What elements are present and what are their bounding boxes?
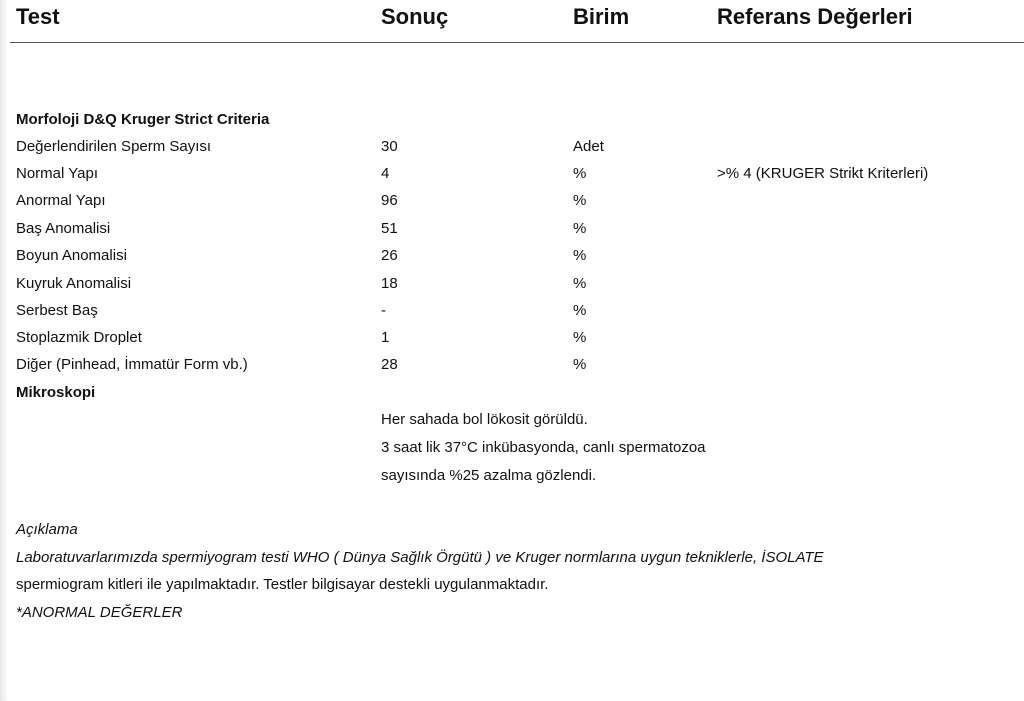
- row-result: 4: [381, 165, 390, 182]
- table-row: [0, 275, 1024, 299]
- table-row: [0, 356, 1024, 380]
- notes-label: Açıklama: [16, 521, 78, 538]
- row-unit: %: [573, 220, 587, 237]
- notes-line-2: spermiogram kitleri ile yapılmaktadır. Testler bilgisayar destekli uygulanmaktadır.: [16, 576, 549, 593]
- table-row: [0, 329, 1024, 353]
- row-unit: %: [573, 275, 587, 292]
- microscopy-title: Mikroskopi: [16, 384, 96, 401]
- microscopy-line: Her sahada bol lökosit görüldü.: [381, 411, 588, 428]
- table-row: [0, 302, 1024, 326]
- header-result: Sonuç: [381, 4, 449, 29]
- row-test: Baş Anomalisi: [16, 220, 111, 237]
- header-test: Test: [16, 4, 60, 29]
- table-row: [0, 192, 1024, 216]
- microscopy-line: 3 saat lik 37°C inkübasyonda, canlı spermatozoa: [381, 439, 706, 456]
- row-test: Stoplazmik Droplet: [16, 329, 142, 346]
- table-row: [0, 220, 1024, 244]
- row-unit: %: [573, 165, 587, 182]
- row-unit: %: [573, 302, 587, 319]
- row-result: 96: [381, 192, 398, 209]
- table-row: [0, 138, 1024, 162]
- row-unit: %: [573, 247, 587, 264]
- row-test: Değerlendirilen Sperm Sayısı: [16, 138, 212, 155]
- row-result: 51: [381, 220, 398, 237]
- table-row: [0, 165, 1024, 189]
- table-row: [0, 247, 1024, 271]
- row-test: Anormal Yapı: [16, 192, 106, 209]
- row-test: Diğer (Pinhead, İmmatür Form vb.): [16, 356, 248, 373]
- microscopy-line: sayısında %25 azalma gözlendi.: [381, 467, 597, 484]
- row-unit: %: [573, 329, 587, 346]
- row-result: 18: [381, 275, 398, 292]
- row-reference: >% 4 (KRUGER Strikt Kriterleri): [717, 165, 929, 182]
- row-result: -: [381, 302, 386, 319]
- row-test: Boyun Anomalisi: [16, 247, 127, 264]
- header-divider: [10, 42, 1024, 43]
- abnormal-values-note: *ANORMAL DEĞERLER: [16, 604, 183, 621]
- row-result: 1: [381, 329, 390, 346]
- row-result: 26: [381, 247, 398, 264]
- row-result: 30: [381, 138, 398, 155]
- row-unit: %: [573, 192, 587, 209]
- row-result: 28: [381, 356, 398, 373]
- row-test: Kuyruk Anomalisi: [16, 275, 132, 292]
- notes-line-1: Laboratuvarlarımızda spermiyogram testi WHO ( Dünya Sağlık Örgütü ) ve Kruger normlarına uygun tekniklerle, İSOLATE: [16, 549, 824, 566]
- row-unit: %: [573, 356, 587, 373]
- morphology-title: Morfoloji D&Q Kruger Strict Criteria: [16, 111, 270, 128]
- row-unit: Adet: [573, 138, 604, 155]
- row-test: Serbest Baş: [16, 302, 98, 319]
- header-reference: Referans Değerleri: [717, 4, 913, 29]
- row-test: Normal Yapı: [16, 165, 98, 182]
- header-unit: Birim: [573, 4, 630, 29]
